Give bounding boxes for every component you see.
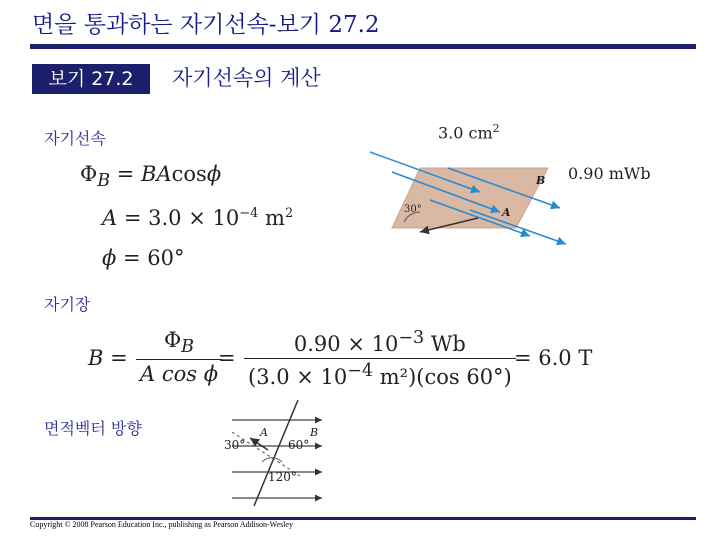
b-fraction-1: $\frac{\Phi_B}{\text{A cos ϕ}}$: [136, 328, 222, 386]
b-result: = 6.0 T: [514, 346, 593, 370]
area-equation: $A = 3.0 \times 10^{-4}$ $m^2$: [102, 206, 294, 230]
slide-title: 면을 통과하는 자기선속-보기 27.2: [32, 12, 380, 38]
field-section-label: 자기장: [44, 295, 91, 314]
a-vector-label: A: [502, 206, 511, 219]
phi-equation: ϕ = 60°: [102, 246, 185, 270]
slide-subtitle: 자기선속의 계산: [172, 66, 321, 90]
angle-120-label: 120°: [268, 470, 297, 484]
angle-30b-label: 30°: [224, 438, 246, 452]
angle-60-label: 60°: [288, 438, 310, 452]
area-value-label: 3.0 $cm^2$: [438, 122, 500, 143]
b-vector-label-2: B: [310, 426, 319, 439]
flux-equation: $\Phi_B = BAcos\phi$: [80, 162, 222, 192]
flux-section-label: 자기선속: [44, 129, 106, 148]
flux-value-label: 0.90 mWb: [568, 164, 651, 183]
b-eq2: =: [218, 346, 236, 370]
angle-30-label: 30°: [404, 204, 422, 215]
example-badge: 보기 27.2: [32, 64, 150, 94]
b-lhs: B =: [88, 346, 128, 370]
b-vector-label: B: [536, 174, 546, 187]
vector-section-label: 면적벡터 방향: [44, 419, 142, 438]
b-fraction-2: $\frac{0.90 \times 10^{-3} Wb}{(3.0 \times 10^{-4} m^2)(\cos 60^\circ)}$: [244, 328, 516, 389]
copyright-text: Copyright © 2008 Pearson Education Inc., publishing as Pearson Addison-Wesley: [30, 520, 293, 529]
a-vector-label-2: A: [260, 426, 268, 439]
